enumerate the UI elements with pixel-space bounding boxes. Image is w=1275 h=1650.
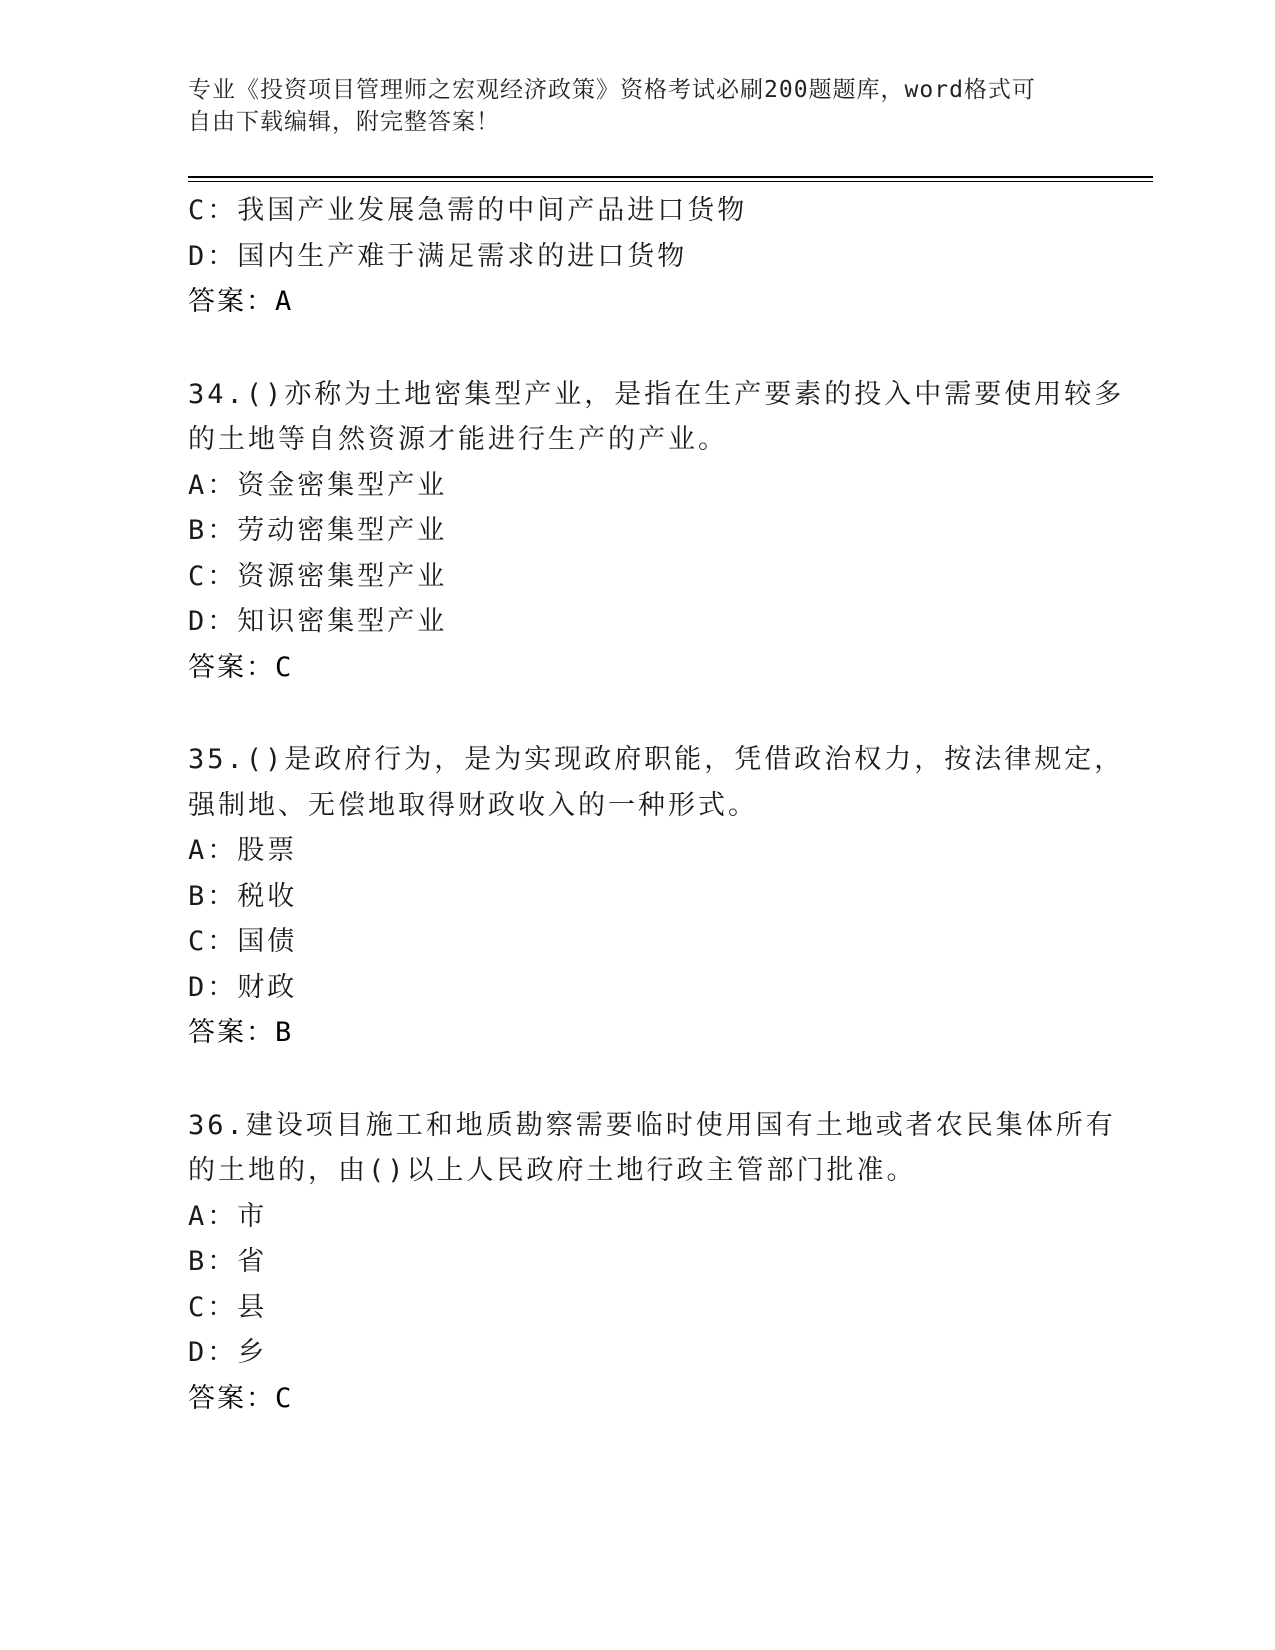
spacer <box>188 1056 1088 1103</box>
question-text-line-2: 的土地的，由()以上人民政府土地行政主管部门批准。 <box>188 1155 917 1186</box>
option-b: B：劳动密集型产业 <box>188 515 448 546</box>
header-divider-thin <box>188 181 1153 182</box>
option-c: C：我国产业发展急需的中间产品进口货物 <box>188 195 748 226</box>
answer-line: 答案：A <box>188 286 294 317</box>
question-36 <box>188 1103 1116 1422</box>
option-d: D：乡 <box>188 1337 268 1368</box>
option-c: C：国债 <box>188 926 298 957</box>
option-c: C：县 <box>188 1291 268 1323</box>
option-a: A：资金密集型产业 <box>188 469 448 501</box>
question-text-line-2: 强制地、无偿地取得财政收入的一种形式。 <box>188 789 758 821</box>
header-divider-thick <box>188 176 1153 178</box>
document-header <box>188 74 1088 138</box>
spacer <box>188 690 1088 737</box>
option-b: B：税收 <box>188 880 298 912</box>
option-b: B：省 <box>188 1246 268 1277</box>
question-33-continued <box>188 188 1088 325</box>
question-text-line-1: 35.()是政府行为，是为实现政府职能，凭借政治权力，按法律规定， <box>188 744 1125 775</box>
spacer <box>188 325 1088 372</box>
option-a: A：股票 <box>188 835 298 866</box>
header-title-line-2: 自由下载编辑，附完整答案！ <box>188 109 500 135</box>
option-d: D：财政 <box>188 971 298 1003</box>
question-35 <box>188 737 1125 1056</box>
header-title-line-1: 专业《投资项目管理师之宏观经济政策》资格考试必刷200题题库，word格式可 <box>188 77 1036 103</box>
answer-line: 答案：B <box>188 1017 294 1048</box>
question-text-line-2: 的土地等自然资源才能进行生产的产业。 <box>188 424 728 455</box>
option-d: D：国内生产难于满足需求的进口货物 <box>188 240 688 272</box>
question-content <box>188 188 1125 1421</box>
question-34 <box>188 372 1125 691</box>
answer-line: 答案：C <box>188 651 294 683</box>
option-d: D：知识密集型产业 <box>188 606 448 637</box>
option-a: A：市 <box>188 1200 268 1232</box>
question-text-line-1: 36.建设项目施工和地质勘察需要临时使用国有土地或者农民集体所有 <box>188 1109 1116 1141</box>
answer-line: 答案：C <box>188 1382 294 1414</box>
option-c: C：资源密集型产业 <box>188 560 448 592</box>
question-text-line-1: 34.()亦称为土地密集型产业，是指在生产要素的投入中需要使用较多 <box>188 378 1125 410</box>
